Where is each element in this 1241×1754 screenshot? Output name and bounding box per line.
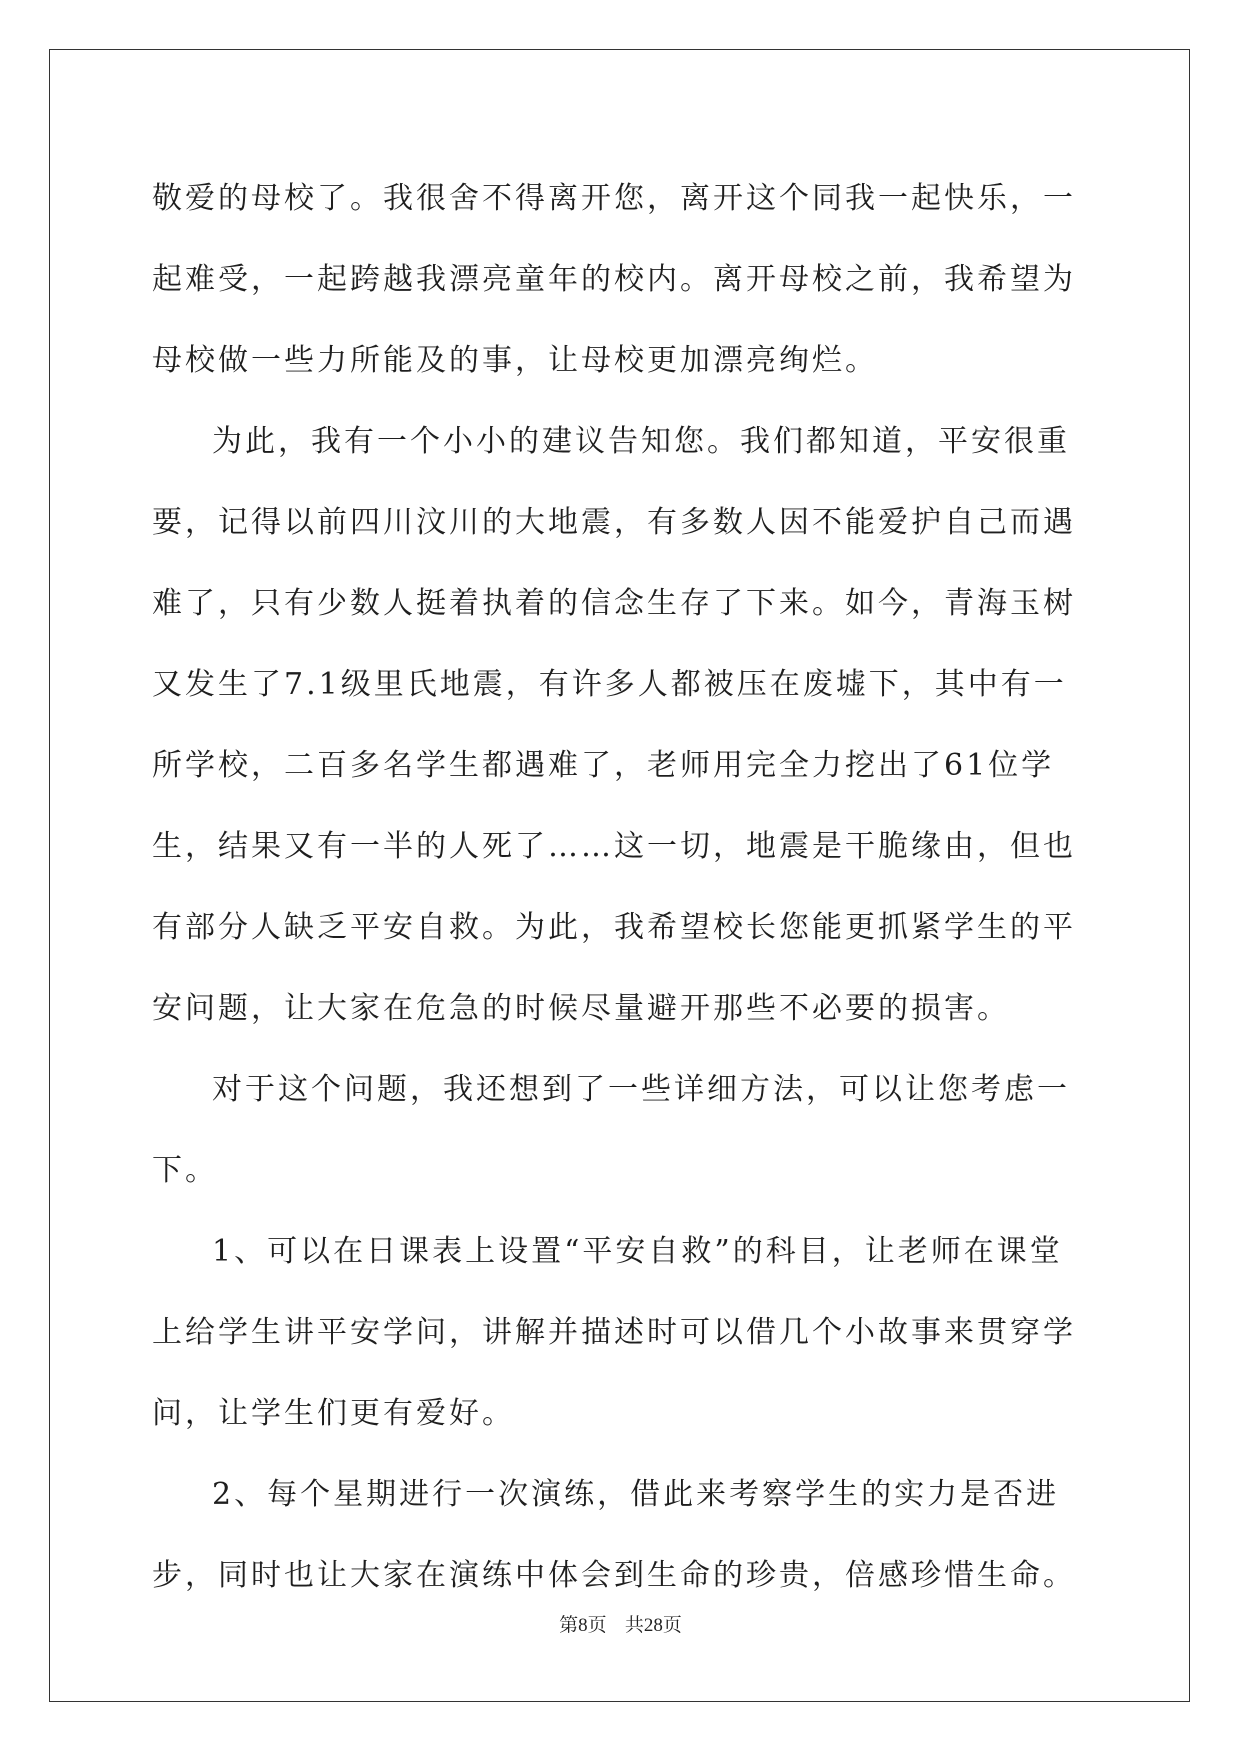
- page-suffix: 页: [587, 1614, 607, 1636]
- paragraph: 1、可以在日课表上设置“平安自救”的科目，让老师在课堂上给学生讲平安学问，讲解并描述时可以借几个小故事来贯穿学问，让学生们更有爱好。: [152, 1234, 1076, 1431]
- total-pages: 28: [643, 1615, 663, 1636]
- paragraph: 2、每个星期进行一次演练，借此来考察学生的实力是否进步，同时也让大家在演练中体会到生命的珍贵，倍感珍惜生命。: [152, 1477, 1076, 1593]
- paragraph: 敬爱的母校了。我很舍不得离开您，离开这个同我一起快乐，一起难受，一起跨越我漂亮童年的校内。离开母校之前，我希望为母校做一些力所能及的事，让母校更加漂亮绚烂。: [152, 181, 1076, 378]
- page-number: 8: [578, 1615, 588, 1636]
- total-suffix: 页: [662, 1614, 682, 1636]
- total-prefix: 共: [624, 1614, 644, 1636]
- document-body: [152, 158, 1092, 1616]
- page-footer: [0, 1610, 1241, 1637]
- page-prefix: 第: [559, 1614, 579, 1636]
- paragraph: 对于这个问题，我还想到了一些详细方法，可以让您考虑一下。: [152, 1072, 1070, 1188]
- paragraph: 为此，我有一个小小的建议告知您。我们都知道，平安很重要，记得以前四川汶川的大地震，有多数人因不能爱护自己而遇难了，只有少数人挺着执着的信念生存了下来。如今，青海玉树又发生了7.1级里氏地震，有许多人都被压在废墟下，其中有一所学校，二百多名学生都遇难了，老师用完全力挖出了61位学生，结果又有一半的人死了……这一切，地震是干脆缘由，但也有部分人缺乏平安自救。为此，我希望校长您能更抓紧学生的平安问题，让大家在危急的时候尽量避开那些不必要的损害。: [152, 424, 1076, 1026]
